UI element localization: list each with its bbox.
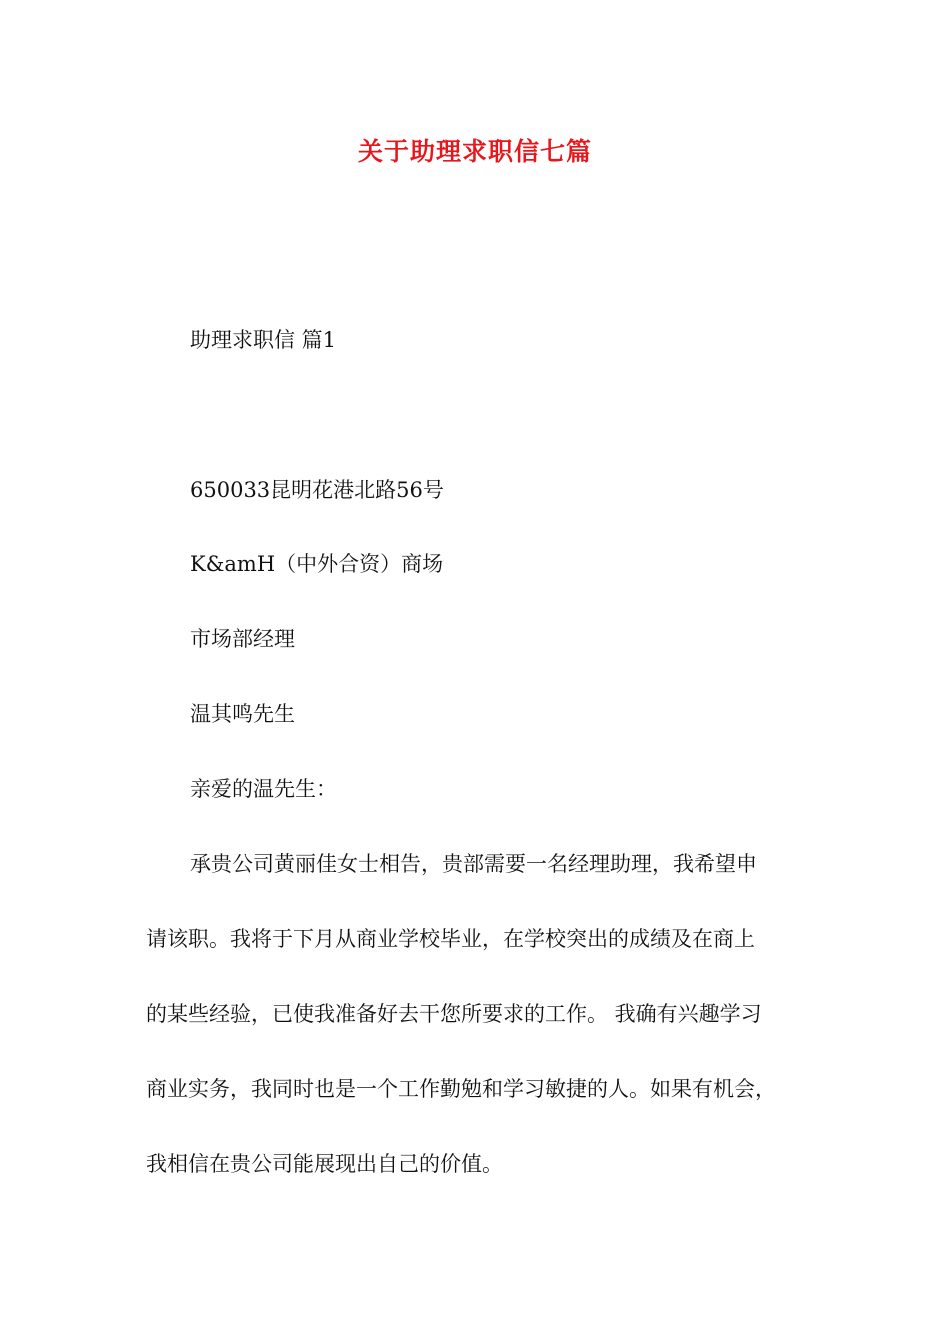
body-line: 承贵公司黄丽佳女士相告，贵部需要一名经理助理，我希望申 xyxy=(190,852,757,876)
section-heading: 助理求职信 篇1 xyxy=(190,328,337,352)
address-line-company: K&amH（中外合资）商场 xyxy=(190,552,444,576)
body-line: 我相信在贵公司能展现出自己的价值。 xyxy=(146,1152,503,1176)
address-line-recipient: 温其鸣先生 xyxy=(190,702,295,726)
document-title: 关于助理求职信七篇 xyxy=(357,137,592,166)
address-line-department: 市场部经理 xyxy=(190,627,295,651)
body-line: 请该职。我将于下月从商业学校毕业，在学校突出的成绩及在商上 xyxy=(146,927,755,951)
body-line: 商业实务，我同时也是一个工作勤勉和学习敏捷的人。如果有机会， xyxy=(146,1077,776,1101)
salutation: 亲爱的温先生： xyxy=(190,777,337,801)
body-line: 的某些经验，已使我准备好去干您所要求的工作。 我确有兴趣学习 xyxy=(146,1002,762,1026)
address-line-postcode: 650033昆明花港北路56号 xyxy=(190,478,444,502)
